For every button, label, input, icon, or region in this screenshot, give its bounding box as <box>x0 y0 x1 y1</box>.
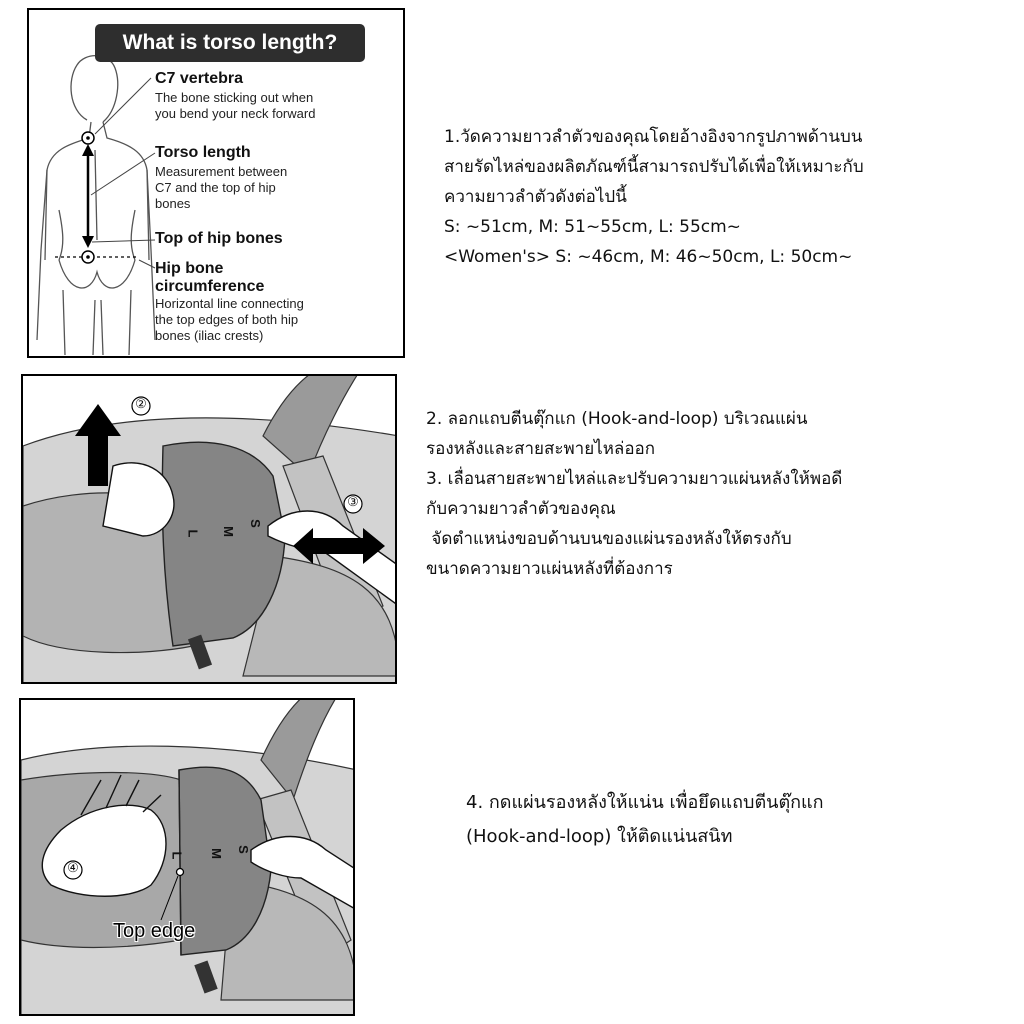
instruction-block-1 <box>444 122 864 272</box>
instruction-block-2 <box>426 404 842 584</box>
instruction-1-line-2: สายรัดไหล่ของผลิตภัณฑ์นี้สามารถปรับได้เพื่อให้เหมาะกับ <box>444 157 864 177</box>
instruction-block-3 <box>466 786 824 854</box>
size-mark-s: S <box>247 519 263 528</box>
instruction-2-line-1: 2. ลอกแถบตีนตุ๊กแก (Hook-and-loop) บริเวณแผ่น <box>426 409 808 429</box>
instruction-2-line-5: จัดตำแหน่งขอบด้านบนของแผ่นรองหลังให้ตรงกับ <box>426 529 792 549</box>
instruction-3-line-1: 4. กดแผ่นรองหลังให้แน่น เพื่อยึดแถบตีนตุ๊กแก <box>466 792 824 813</box>
instruction-1-line-3: ความยาวลำตัวดังต่อไปนี้ <box>444 187 627 207</box>
top-edge-callout: Top edge <box>113 920 196 942</box>
hip-desc-line3: bones (iliac crests) <box>155 328 264 343</box>
hip-circumference-label-line1: Hip bone <box>155 260 224 277</box>
size-mark-s: S <box>235 845 251 854</box>
instruction-2-line-4: กับความยาวลำตัวของคุณ <box>426 499 616 519</box>
instruction-3-line-2: (Hook-and-loop) ให้ติดแน่นสนิท <box>466 826 733 847</box>
size-mark-l: L <box>185 529 201 538</box>
step-4-marker: ④ <box>67 860 79 875</box>
size-mark-m: M <box>220 526 236 537</box>
c7-label: C7 vertebra <box>155 70 244 87</box>
instruction-2-line-3: 3. เลื่อนสายสะพายไหล่และปรับความยาวแผ่นหลังให้พอดี <box>426 469 843 489</box>
diagram-title: What is torso length? <box>95 24 365 62</box>
backpack-peel-illustration <box>23 376 397 684</box>
size-mark-m: M <box>208 848 224 859</box>
torso-desc-line1: Measurement between <box>155 164 288 179</box>
hip-circumference-label-line2: circumference <box>155 278 265 295</box>
hip-top-label: Top of hip bones <box>155 230 283 247</box>
press-backpanel-illustration <box>19 698 355 1016</box>
torso-desc-line3: bones <box>155 196 191 211</box>
torso-desc-line2: C7 and the top of hip <box>155 180 276 195</box>
torso-length-diagram <box>27 8 405 358</box>
adjust-backpanel-illustration <box>21 374 397 684</box>
hip-desc-line1: Horizontal line connecting <box>155 296 304 311</box>
hip-desc-line2: the top edges of both hip <box>155 312 299 327</box>
size-mark-l: L <box>169 851 185 860</box>
instruction-1-line-1: 1.วัดความยาวลำตัวของคุณโดยอ้างอิงจากรูปภาพด้านบน <box>444 127 863 147</box>
step-2-marker: ② <box>135 396 147 411</box>
torso-length-label: Torso length <box>155 144 251 161</box>
instruction-1-line-4: S: ~51cm, M: 51~55cm, L: 55cm~ <box>444 217 741 237</box>
backpack-press-illustration <box>21 700 355 1016</box>
instruction-1-line-5: <Women's> S: ~46cm, M: 46~50cm, L: 50cm~ <box>444 247 853 267</box>
c7-desc-line1: The bone sticking out when <box>155 90 314 105</box>
instruction-2-line-6: ขนาดความยาวแผ่นหลังที่ต้องการ <box>426 559 673 579</box>
instruction-2-line-2: รองหลังและสายสะพายไหล่ออก <box>426 439 656 459</box>
step-3-marker: ③ <box>347 494 359 509</box>
c7-desc-line2: you bend your neck forward <box>155 106 316 121</box>
